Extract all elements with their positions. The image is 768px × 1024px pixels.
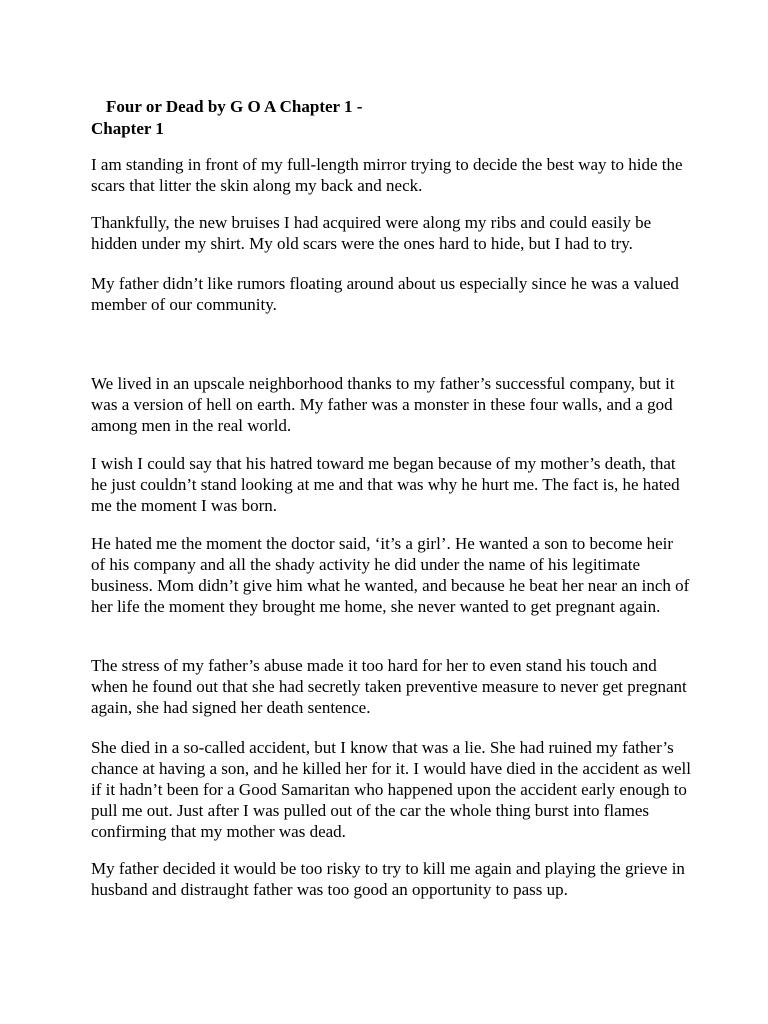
chapter-title: Chapter 1: [91, 119, 164, 138]
paragraph-4: We lived in an upscale neighborhood thanks to my father’s successful company, but it was a version of hell on earth. My father was a monster in these four walls, and a god among men in the real world.: [91, 374, 675, 435]
paragraph-1: I am standing in front of my full-length mirror trying to decide the best way to hide the scars that litter the skin along my back and neck.: [91, 155, 683, 195]
paragraph-5: I wish I could say that his hatred toward me began because of my mother’s death, that he just couldn’t stand looking at me and that was why he hurt me. The fact is, he hated me the moment I was born.: [91, 454, 680, 515]
book-title: Four or Dead by G O A Chapter 1 -: [106, 97, 363, 116]
paragraph-8: She died in a so-called accident, but I know that was a lie. She had ruined my father’s chance at having a son, and he killed her for it. I would have died in the accident as well if it hadn’t been for a Good Samaritan who happened upon the accident early enough to pull me out. Just after I was pulled out of the car the whole thing burst into flames confirming that my mother was dead.: [91, 738, 691, 841]
chapter-heading: [91, 96, 691, 140]
paragraph-2: Thankfully, the new bruises I had acquired were along my ribs and could easily be hidden under my shirt. My old scars were the ones hard to hide, but I had to try.: [91, 213, 652, 253]
paragraph-3: My father didn’t like rumors floating around about us especially since he was a valued member of our community.: [91, 274, 679, 314]
paragraph-9: My father decided it would be too risky to try to kill me again and playing the grieve in husband and distraught father was too good an opportunity to pass up.: [91, 859, 685, 899]
paragraph-7: The stress of my father’s abuse made it too hard for her to even stand his touch and when he found out that she had secretly taken preventive measure to never get pregnant again, she had signed her death sentence.: [91, 656, 687, 717]
paragraph-6: He hated me the moment the doctor said, ‘it’s a girl’. He wanted a son to become heir of his company and all the shady activity he did under the name of his legitimate business. Mom didn’t give him what he wanted, and because he beat her near an inch of her life the moment they brought me home, she never wanted to get pregnant again.: [91, 534, 690, 616]
